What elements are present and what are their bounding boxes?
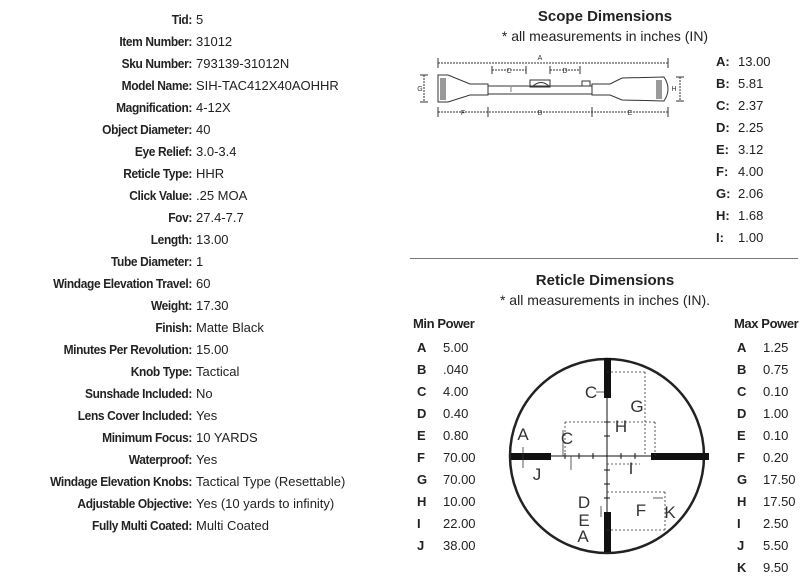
spec-value: SIH-TAC412X40AOHHR: [196, 77, 339, 93]
spec-row: [0, 272, 210, 294]
spec-row: [0, 294, 229, 316]
dim-value: 0.40: [443, 405, 469, 421]
reticle-label-j: J: [532, 465, 542, 484]
dim-value: 9.50: [763, 559, 789, 575]
dim-letter: F:: [716, 163, 729, 179]
dim-value: 2.50: [763, 515, 789, 531]
dim-letter: G: [417, 471, 428, 487]
dim-letter: I: [417, 515, 421, 531]
min-power-row: [417, 490, 476, 512]
dim-value: 1.00: [738, 229, 764, 245]
spec-row: [0, 316, 264, 338]
dim-value: 5.00: [443, 339, 469, 355]
spec-row: [0, 30, 232, 52]
reticle-label-h: H: [614, 417, 628, 436]
min-power-row: [417, 402, 468, 424]
spec-value: Yes: [196, 407, 218, 423]
min-power-row: [417, 468, 476, 490]
dim-value: 2.37: [738, 97, 764, 113]
dim-letter: D: [737, 405, 747, 421]
spec-value: 10 YARDS: [196, 429, 258, 445]
dim-value: 0.10: [763, 383, 789, 399]
dim-letter: B: [737, 361, 747, 377]
scope-label-g: G: [417, 86, 423, 93]
dim-letter: I: [737, 515, 741, 531]
spec-value: 3.0-3.4: [196, 143, 237, 159]
scope-dimension: [716, 138, 763, 160]
reticle-label-c: C: [560, 429, 574, 448]
max-power-row: [737, 556, 788, 578]
dim-value: 0.80: [443, 427, 469, 443]
reticle-title: Reticle Dimensions: [535, 272, 675, 289]
scope-label-i: I: [510, 87, 512, 94]
max-power-row: [737, 446, 788, 468]
reticle-label-g: G: [630, 397, 644, 416]
spec-label: Lens Cover Included:: [77, 407, 192, 423]
reticle-label-k: K: [664, 503, 676, 522]
max-power-row: [737, 380, 788, 402]
spec-label: Waterproof:: [128, 451, 192, 467]
spec-value: 4-12X: [196, 99, 231, 115]
spec-value: Yes (10 yards to infinity): [196, 495, 335, 511]
spec-value: Matte Black: [196, 319, 264, 335]
max-power-row: [737, 534, 788, 556]
spec-row: [0, 382, 213, 404]
reticle-label-c-top: C: [584, 383, 598, 402]
dim-value: 0.10: [763, 427, 789, 443]
reticle-subtitle: * all measurements in inches (IN).: [499, 292, 711, 308]
dim-letter: J: [737, 537, 745, 553]
dim-value: 22.00: [443, 515, 476, 531]
dim-letter: K: [737, 559, 747, 575]
spec-label: Model Name:: [121, 77, 192, 93]
spec-row: [0, 228, 229, 250]
spec-label: Fully Multi Coated:: [92, 517, 192, 533]
spec-row: [0, 514, 269, 536]
dim-value: 2.06: [738, 185, 764, 201]
spec-value: 17.30: [196, 297, 229, 313]
dim-letter: J: [417, 537, 425, 553]
dim-value: 5.81: [738, 75, 764, 91]
dim-value: 4.00: [443, 383, 469, 399]
spec-label: Tube Diameter:: [110, 253, 192, 269]
dim-value: 1.00: [763, 405, 789, 421]
spec-row: [0, 96, 231, 118]
scope-label-e: E: [627, 110, 633, 117]
dim-letter: C:: [716, 97, 730, 113]
max-power-row: [737, 490, 796, 512]
min-power-row: [417, 380, 468, 402]
dim-letter: C: [737, 383, 747, 399]
scope-dimension: [716, 182, 763, 204]
spec-label: Sunshade Included:: [84, 385, 192, 401]
spec-label: Click Value:: [129, 187, 192, 203]
dim-letter: D: [417, 405, 427, 421]
spec-value: 40: [196, 121, 211, 137]
scope-diagram: [410, 50, 685, 128]
spec-row: [0, 338, 229, 360]
min-power-heading: Min Power: [413, 316, 475, 331]
dim-letter: H: [737, 493, 747, 509]
scope-label-c: C: [506, 68, 512, 75]
dim-letter: A: [737, 339, 747, 355]
dim-value: 70.00: [443, 449, 476, 465]
spec-row: [0, 74, 339, 96]
max-power-row: [737, 468, 796, 490]
dim-value: 0.20: [763, 449, 789, 465]
max-power-row: [737, 402, 788, 424]
dim-letter: I:: [716, 229, 724, 245]
scope-label-a: A: [537, 55, 543, 62]
spec-label: Fov:: [168, 209, 192, 225]
spec-label: Knob Type:: [130, 363, 192, 379]
spec-row: [0, 360, 239, 382]
spec-row: [0, 162, 224, 184]
spec-row: [0, 8, 203, 30]
reticle-label-a: A: [517, 425, 529, 444]
dim-letter: G: [737, 471, 748, 487]
dim-value: 4.00: [738, 163, 764, 179]
dim-letter: H: [417, 493, 427, 509]
spec-value: 31012: [196, 33, 233, 49]
dim-letter: E:: [716, 141, 729, 157]
dim-letter: D:: [716, 119, 730, 135]
spec-row: [0, 140, 236, 162]
spec-row: [0, 448, 217, 470]
spec-value: 27.4-7.7: [196, 209, 244, 225]
scope-label-h: H: [671, 86, 677, 93]
spec-value: Tactical Type (Resettable): [196, 473, 346, 489]
dim-value: 70.00: [443, 471, 476, 487]
spec-label: Tid:: [171, 11, 192, 27]
spec-label: Magnification:: [116, 99, 192, 115]
spec-label: Length:: [150, 231, 192, 247]
max-power-row: [737, 336, 788, 358]
scope-dimension: [716, 226, 763, 248]
dim-letter: G:: [716, 185, 731, 201]
min-power-row: [417, 512, 476, 534]
spec-value: 15.00: [196, 341, 229, 357]
dim-value: 17.50: [763, 471, 796, 487]
dim-value: 3.12: [738, 141, 764, 157]
spec-label: Object Diameter:: [102, 121, 192, 137]
dim-value: 1.68: [738, 207, 764, 223]
dim-value: 17.50: [763, 493, 796, 509]
scope-subtitle: * all measurements in inches (IN): [501, 28, 709, 44]
max-power-row: [737, 424, 788, 446]
scope-dimension: [716, 204, 763, 226]
spec-row: [0, 492, 334, 514]
dim-value: 1.25: [763, 339, 789, 355]
spec-label: Minutes Per Revolution:: [63, 341, 192, 357]
spec-label: Item Number:: [119, 33, 192, 49]
spec-value: 60: [196, 275, 211, 291]
spec-value: .25 MOA: [196, 187, 248, 203]
dim-letter: A:: [716, 53, 730, 69]
min-power-row: [417, 446, 476, 468]
reticle-label-f: F: [635, 501, 647, 520]
dim-letter: E: [417, 427, 426, 443]
spec-label: Adjustable Objective:: [77, 495, 192, 511]
spec-label: Minimum Focus:: [102, 429, 192, 445]
section-divider: [410, 258, 798, 259]
reticle-label-a-bottom: A: [577, 527, 589, 546]
dim-value: 2.25: [738, 119, 764, 135]
spec-value: Tactical: [196, 363, 240, 379]
scope-dimension: [716, 50, 771, 72]
spec-value: HHR: [196, 165, 225, 181]
dim-letter: F: [737, 449, 745, 465]
spec-value: Yes: [196, 451, 218, 467]
spec-label: Reticle Type:: [123, 165, 192, 181]
dim-value: 5.50: [763, 537, 789, 553]
scope-label-f: F: [460, 110, 466, 117]
dim-value: 0.75: [763, 361, 789, 377]
dim-letter: B:: [716, 75, 730, 91]
spec-value: Multi Coated: [196, 517, 269, 533]
spec-row: [0, 52, 289, 74]
spec-value: No: [196, 385, 213, 401]
scope-dimension: [716, 94, 763, 116]
scope-title: Scope Dimensions: [537, 8, 673, 25]
spec-label: Finish:: [155, 319, 192, 335]
reticle-label-d: D: [577, 493, 591, 512]
spec-label: Weight:: [150, 297, 192, 313]
spec-value: 793139-31012N: [196, 55, 290, 71]
scope-label-b: B: [537, 110, 543, 117]
max-power-row: [737, 512, 788, 534]
spec-value: 5: [196, 11, 204, 27]
reticle-label-e: E: [578, 511, 590, 530]
spec-value: 13.00: [196, 231, 229, 247]
max-power-row: [737, 358, 788, 380]
spec-row: [0, 206, 244, 228]
dim-value: .040: [443, 361, 469, 377]
min-power-row: [417, 336, 468, 358]
dim-letter: B: [417, 361, 427, 377]
dim-value: 13.00: [738, 53, 771, 69]
spec-label: Sku Number:: [121, 55, 192, 71]
scope-label-d: D: [562, 68, 568, 75]
min-power-row: [417, 424, 468, 446]
scope-dimension: [716, 116, 763, 138]
dim-letter: A: [417, 339, 427, 355]
spec-row: [0, 404, 217, 426]
dim-letter: E: [737, 427, 746, 443]
spec-label: Windage Elevation Travel:: [53, 275, 192, 291]
scope-dimension: [716, 72, 763, 94]
min-power-row: [417, 534, 476, 556]
reticle-label-i: I: [628, 459, 634, 478]
dim-letter: H:: [716, 207, 730, 223]
dim-value: 10.00: [443, 493, 476, 509]
max-power-heading: Max Power: [734, 316, 799, 331]
dim-letter: C: [417, 383, 427, 399]
scope-dimension: [716, 160, 763, 182]
spec-value: 1: [196, 253, 204, 269]
reticle-diagram: [505, 352, 710, 557]
min-power-row: [417, 358, 468, 380]
spec-row: [0, 470, 345, 492]
spec-row: [0, 426, 258, 448]
spec-row: [0, 118, 210, 140]
dim-value: 38.00: [443, 537, 476, 553]
spec-row: [0, 184, 247, 206]
spec-label: Windage Elevation Knobs:: [50, 473, 193, 489]
spec-row: [0, 250, 203, 272]
spec-label: Eye Relief:: [134, 143, 192, 159]
dim-letter: F: [417, 449, 425, 465]
